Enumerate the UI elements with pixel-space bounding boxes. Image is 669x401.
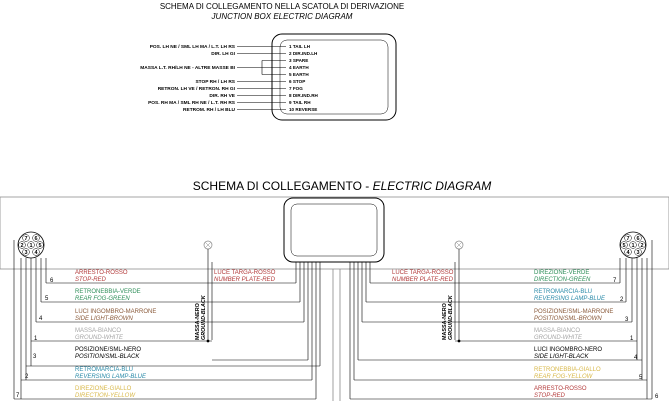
left-ground-en: GROUND-BLACK <box>201 295 207 340</box>
junction-pin-5: 5 EARTH <box>289 72 309 77</box>
left-wire-5-num: 3 <box>33 354 37 360</box>
right-conn-pin-a: 7 <box>626 236 630 242</box>
junction-pin-4: 4 EARTH <box>289 65 309 70</box>
left-wire-4-en: GROUND-WHITE <box>75 335 123 341</box>
right-wire-7-it: ARRESTO-ROSSO <box>534 386 587 392</box>
left-ground-node <box>207 340 210 343</box>
junction-left-label-2: DIR. LH GI <box>211 52 235 57</box>
right-tail-num: 1 <box>630 336 634 342</box>
left-wire-1-num: 6 <box>50 278 54 284</box>
right-ground-node <box>458 340 461 343</box>
left-lamp-connector <box>18 232 44 258</box>
junction-pin-10: 10 REVERSE <box>289 107 318 112</box>
right-wire-3-it: POSIZIONE/SML-MARRONE <box>534 309 614 315</box>
right-wire-5-it: LUCI INGOMBRO-NERO <box>534 347 603 353</box>
junction-leader-lines <box>237 47 286 110</box>
right-wire-2-en: REVERSING LAMP-BLUE <box>534 296 606 302</box>
left-plate-en: NUMBER PLATE-RED <box>214 277 275 283</box>
left-wire-6-it: RETROMARCIA-BLU <box>75 367 134 373</box>
left-wire-labels <box>16 270 276 399</box>
left-wire-3-it: LUCI INGOMBRO-MARRONE <box>75 309 157 315</box>
junction-pin-7: 7 FOG <box>289 86 303 91</box>
right-wire-2-it: RETROMARCIA-BLU <box>534 289 593 295</box>
left-conn-pin-d: 1 <box>29 243 33 249</box>
right-ground-it: MASSA-NERO <box>442 303 448 340</box>
right-harness-lines <box>350 240 652 399</box>
left-wire-4-it: MASSA-BIANCO <box>75 328 122 334</box>
junction-left-label-10: RETROM. RH / LH BLU <box>183 108 235 113</box>
left-wire-1-en: STOP-RED <box>75 277 106 283</box>
right-wire-6-num: 5 <box>639 375 643 381</box>
left-wire-6-num: 2 <box>25 374 29 380</box>
right-wire-6-it: RETRONEBBIA-GIALLO <box>534 367 601 373</box>
left-wire-7-num: 7 <box>16 393 20 399</box>
left-wire-1-it: ARRESTO-ROSSO <box>75 270 128 276</box>
right-wire-1-en: DIRECTION-GREEN <box>534 277 591 283</box>
junction-pin-3: 3 SPARE <box>289 58 309 63</box>
junction-pin-2: 2 DIR.IND.LH <box>289 51 318 56</box>
left-conn-pin-e: 5 <box>38 243 42 249</box>
right-plate-it: LUCE TARGA-ROSSO <box>392 270 454 276</box>
right-wire-5-num: 4 <box>634 355 638 361</box>
right-wire-7-en: STOP-RED <box>534 393 565 399</box>
right-wire-7-num: 6 <box>655 394 659 400</box>
left-wire-5-en: POSITION/SML-BLACK <box>75 354 140 360</box>
junction-left-label-1: POS. LH NE / SML LH MA / L.T. LH RS <box>149 45 235 50</box>
junction-left-labels <box>140 44 236 113</box>
left-tail-num: 1 <box>34 336 38 342</box>
junction-pin-labels <box>289 44 319 112</box>
right-wire-4-en: GROUND-WHITE <box>534 335 582 341</box>
right-conn-pin-d: 1 <box>631 243 635 249</box>
right-wire-4-it: MASSA-BIANCO <box>534 328 581 334</box>
right-plate-en: NUMBER PLATE-RED <box>392 277 453 283</box>
right-wire-5-en: SIDE LIGHT-BLACK <box>534 354 589 360</box>
right-conn-pin-b: 6 <box>636 236 640 242</box>
right-ground-label <box>442 294 454 340</box>
right-wire-3-en: POSITION/SML-BROWN <box>534 316 602 322</box>
right-conn-pin-e: 2 <box>640 243 644 249</box>
left-wire-5-it: POSIZIONE/SML-NERO <box>75 347 142 353</box>
left-wire-2-it: RETRONEBBIA-VERDE <box>75 289 141 295</box>
left-plate-it: LUCE TARGA-ROSSO <box>214 270 276 276</box>
left-wire-7-en: DIRECTION-YELLOW <box>75 393 136 399</box>
left-conn-pin-f: 3 <box>24 250 28 256</box>
left-wire-3-en: SIDE LIGHT-BROWN <box>75 316 133 322</box>
right-conn-pin-f: 4 <box>626 250 630 256</box>
right-wire-6-en: REAR FOG-YELLOW <box>534 374 593 380</box>
left-plate-lamp <box>204 241 212 249</box>
junction-title: SCHEMA DI COLLEGAMENTO NELLA SCATOLA DI DERIVAZIONE <box>159 2 405 11</box>
right-wire-2-num: 2 <box>620 297 624 303</box>
right-conn-pin-g: 3 <box>636 250 640 256</box>
left-wire-6-en: REVERSING LAMP-BLUE <box>75 374 147 380</box>
left-conn-pin-a: 7 <box>24 236 28 242</box>
left-ground-label <box>195 294 207 340</box>
main-junction-box <box>284 198 384 262</box>
left-wire-3-num: 4 <box>39 316 43 322</box>
junction-pin-1: 1 TAIL LH <box>289 44 311 49</box>
left-conn-pin-b: 6 <box>34 236 38 242</box>
left-harness-lines <box>14 240 320 399</box>
junction-left-label-9: POS. RH MA / SML RH NE / L.T. RH RS <box>148 101 235 106</box>
junction-left-label-6: STOP RH / LH RS <box>195 80 235 85</box>
left-wire-2-num: 5 <box>45 296 49 302</box>
left-wire-2-en: REAR FOG-GREEN <box>75 296 130 302</box>
junction-pin-8: 8 DIR.IND.RH <box>289 93 318 98</box>
left-conn-pin-g: 4 <box>34 250 38 256</box>
right-conn-pin-c: 5 <box>622 243 626 249</box>
left-conn-pin-c: 2 <box>20 243 24 249</box>
junction-pin-6: 6 STOP <box>289 79 306 84</box>
left-ground-it: MASSA-NERO <box>195 303 201 340</box>
right-wire-1-it: DIREZIONE-VERDE <box>534 270 590 276</box>
right-wire-1-num: 7 <box>613 278 617 284</box>
left-wire-7-it: DIREZIONE-GIALLO <box>75 386 132 392</box>
junction-left-label-7: RETRON. LH VE / RETRON. RH GI <box>157 87 235 92</box>
junction-left-label-4: MASSA L.T. RH/LH NE - ALTRE MASSE BI <box>140 66 235 71</box>
main-diagram-title: SCHEMA DI COLLEGAMENTO - ELECTRIC DIAGRAM <box>192 179 492 193</box>
right-wire-labels <box>392 270 659 400</box>
junction-subtitle: JUNCTION BOX ELECTRIC DIAGRAM <box>211 12 353 21</box>
right-ground-en: GROUND-BLACK <box>448 295 454 340</box>
right-lamp-connector <box>620 232 646 258</box>
right-plate-lamp <box>455 241 463 249</box>
junction-pin-9: 9 TAIL RH <box>289 100 311 105</box>
right-wire-3-num: 3 <box>625 317 629 323</box>
junction-left-label-8: DIR. RH VE <box>209 94 235 99</box>
